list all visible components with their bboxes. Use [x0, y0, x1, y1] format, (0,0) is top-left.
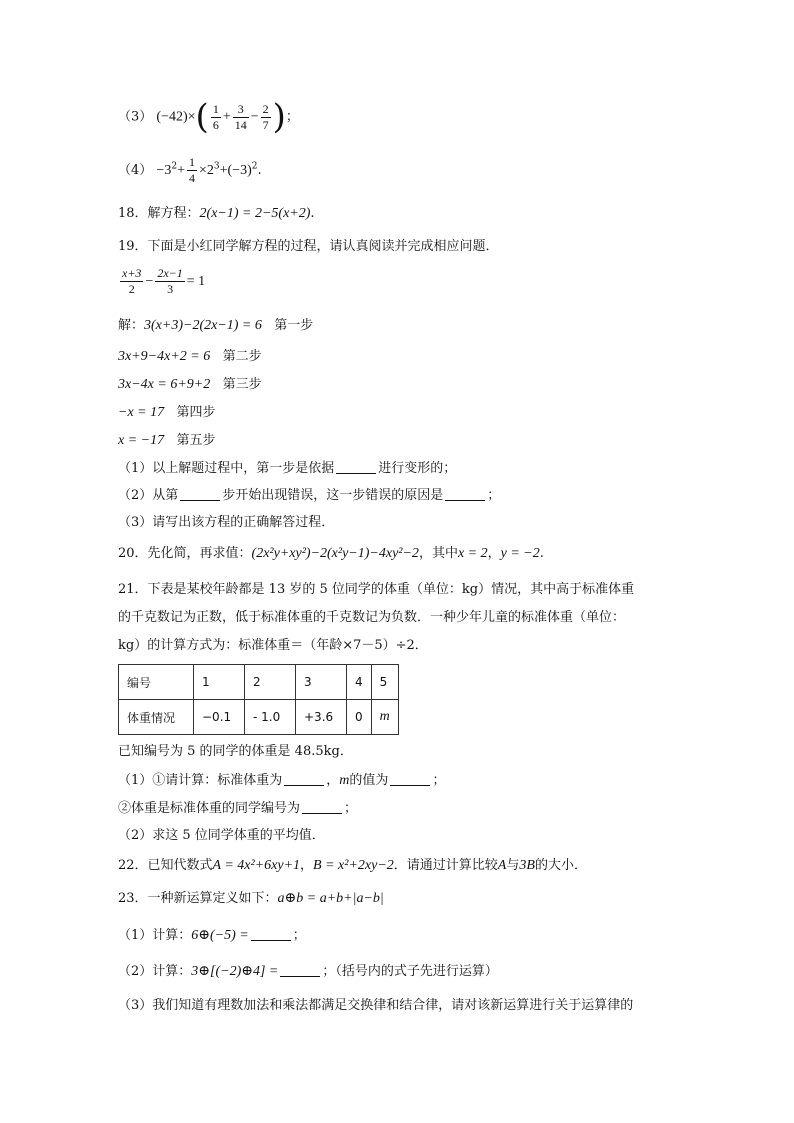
answer-blank[interactable]: [180, 486, 220, 501]
q21-known: 已知编号为 5 的同学的体重是 48.5kg．: [118, 744, 353, 759]
q23-sub1: （1）计算：6⊕(−5) = ；: [118, 928, 306, 943]
fraction: $\frac{1}{6}$: [212, 101, 219, 132]
q20-expression: (2x²y+xy²)−2(x²y−1)−4xy²−2: [251, 546, 419, 561]
q19-step-4: −x = 17 第四步: [118, 405, 216, 420]
question-23: 23．一种新运算定义如下：a⊕b = a+b+|a−b|: [118, 891, 384, 906]
weight-table: [118, 664, 399, 735]
answer-blank[interactable]: [280, 962, 320, 977]
q19-step-5: x = −17 第五步: [118, 433, 216, 448]
table-cell: +3.6: [296, 700, 347, 735]
question-18: 18．解方程：2(x−1) = 2−5(x+2).: [118, 206, 315, 221]
right-paren: ): [272, 97, 286, 137]
q19-sub1: （1）以上解题过程中，第一步是依据 进行变形的；: [118, 461, 457, 476]
question-19-intro: 19．下面是小红同学解方程的过程，请认真阅读并完成相应问题．: [118, 239, 499, 254]
q23-sub3: （3）我们知道有理数加法和乘法都满足交换律和结合律，请对该新运算进行关于运算律的: [118, 998, 634, 1013]
table-row: [119, 665, 399, 700]
q19-equation: $\frac{x+3}{2}$ − $\frac{2x-1}{3}$ = 1: [122, 266, 206, 296]
q23-sub2: （2）计算：3⊕[(−2)⊕4] = ；（括号内的式子先进行运算）: [118, 964, 498, 979]
q19-step-3: 3x−4x = 6+9+2 第三步: [118, 377, 262, 392]
q23-definition: a⊕b = a+b+|a−b|: [277, 891, 384, 906]
table-header-cell: 1: [194, 665, 245, 700]
q19-sub2: （2）从第 步开始出现错误，这一步错误的原因是 ；: [118, 488, 501, 503]
q17-part3: （3） (−42)×( $\frac{1}{6}$ + $\frac{3}{14}$ − $\frac{2}{7}$ )；: [118, 97, 299, 137]
question-21-line1: 21．下表是某校年龄都是 13 岁的 5 位同学的体重（单位：kg）情况，其中高于标准体重: [118, 582, 635, 597]
answer-blank[interactable]: [445, 486, 485, 501]
fraction: $\frac{3}{14}$: [234, 101, 247, 132]
table-cell: 0: [347, 700, 372, 735]
question-21-line2: 的千克数记为正数，低于标准体重的千克数记为负数．一种少年儿童的标准体重（单位：: [118, 610, 626, 625]
table-cell: −0.1: [194, 700, 245, 735]
answer-blank[interactable]: [390, 771, 430, 786]
q18-equation: 2(x−1) = 2−5(x+2): [199, 206, 311, 221]
table-cell: 体重情况: [119, 700, 194, 735]
q19-sub3: （3）请写出该方程的正确解答过程．: [118, 515, 335, 530]
q17-part3-lead: (−42)×: [156, 109, 196, 125]
question-22: 22．已知代数式A = 4x²+6xy+1，B = x²+2xy−2．请通过计算比较A与3B的大小．: [118, 858, 587, 873]
q21-sub2: （2）求这 5 位同学体重的平均值．: [118, 828, 325, 843]
answer-blank[interactable]: [336, 459, 376, 474]
table-header-cell: 编号: [119, 665, 194, 700]
table-cell: - 1.0: [245, 700, 296, 735]
table-header-cell: 3: [296, 665, 347, 700]
q21-sub1: （1）①请计算：标准体重为 ，m的值为 ；: [118, 773, 446, 788]
answer-blank[interactable]: [284, 771, 324, 786]
fraction: $\frac{1}{4}$: [188, 155, 195, 185]
fraction: $\frac{2}{7}$: [262, 101, 269, 132]
q19-step-1: 解：3(x+3)−2(2x−1) = 6 第一步: [118, 318, 314, 333]
answer-blank[interactable]: [251, 926, 291, 941]
table-header-cell: 4: [347, 665, 372, 700]
table-cell: m: [371, 700, 398, 735]
q19-step-2: 3x+9−4x+2 = 6 第二步: [118, 349, 262, 364]
answer-blank[interactable]: [302, 799, 342, 814]
table-header-cell: 5: [371, 665, 398, 700]
table-header-cell: 2: [245, 665, 296, 700]
q17-part4: $(4) -3^2+$ $\frac{1}{4}$ $\times 2^3+(-3)^2$.: [118, 155, 262, 185]
table-row: [119, 700, 399, 735]
question-20: 20．先化简，再求值：(2x²y+xy²)−2(x²y−1)−4xy²−2，其中x = 2，y = −2.: [118, 546, 544, 561]
fraction: $\frac{x+3}{2}$: [122, 266, 142, 296]
left-paren: (: [195, 97, 209, 137]
q21-sub1-part2: ②体重是标准体重的同学编号为 ；: [118, 801, 358, 816]
question-21-line3: kg）的计算方式为：标准体重＝（年龄×7－5）÷2．: [118, 638, 428, 653]
fraction: $\frac{2x-1}{3}$: [157, 266, 183, 296]
